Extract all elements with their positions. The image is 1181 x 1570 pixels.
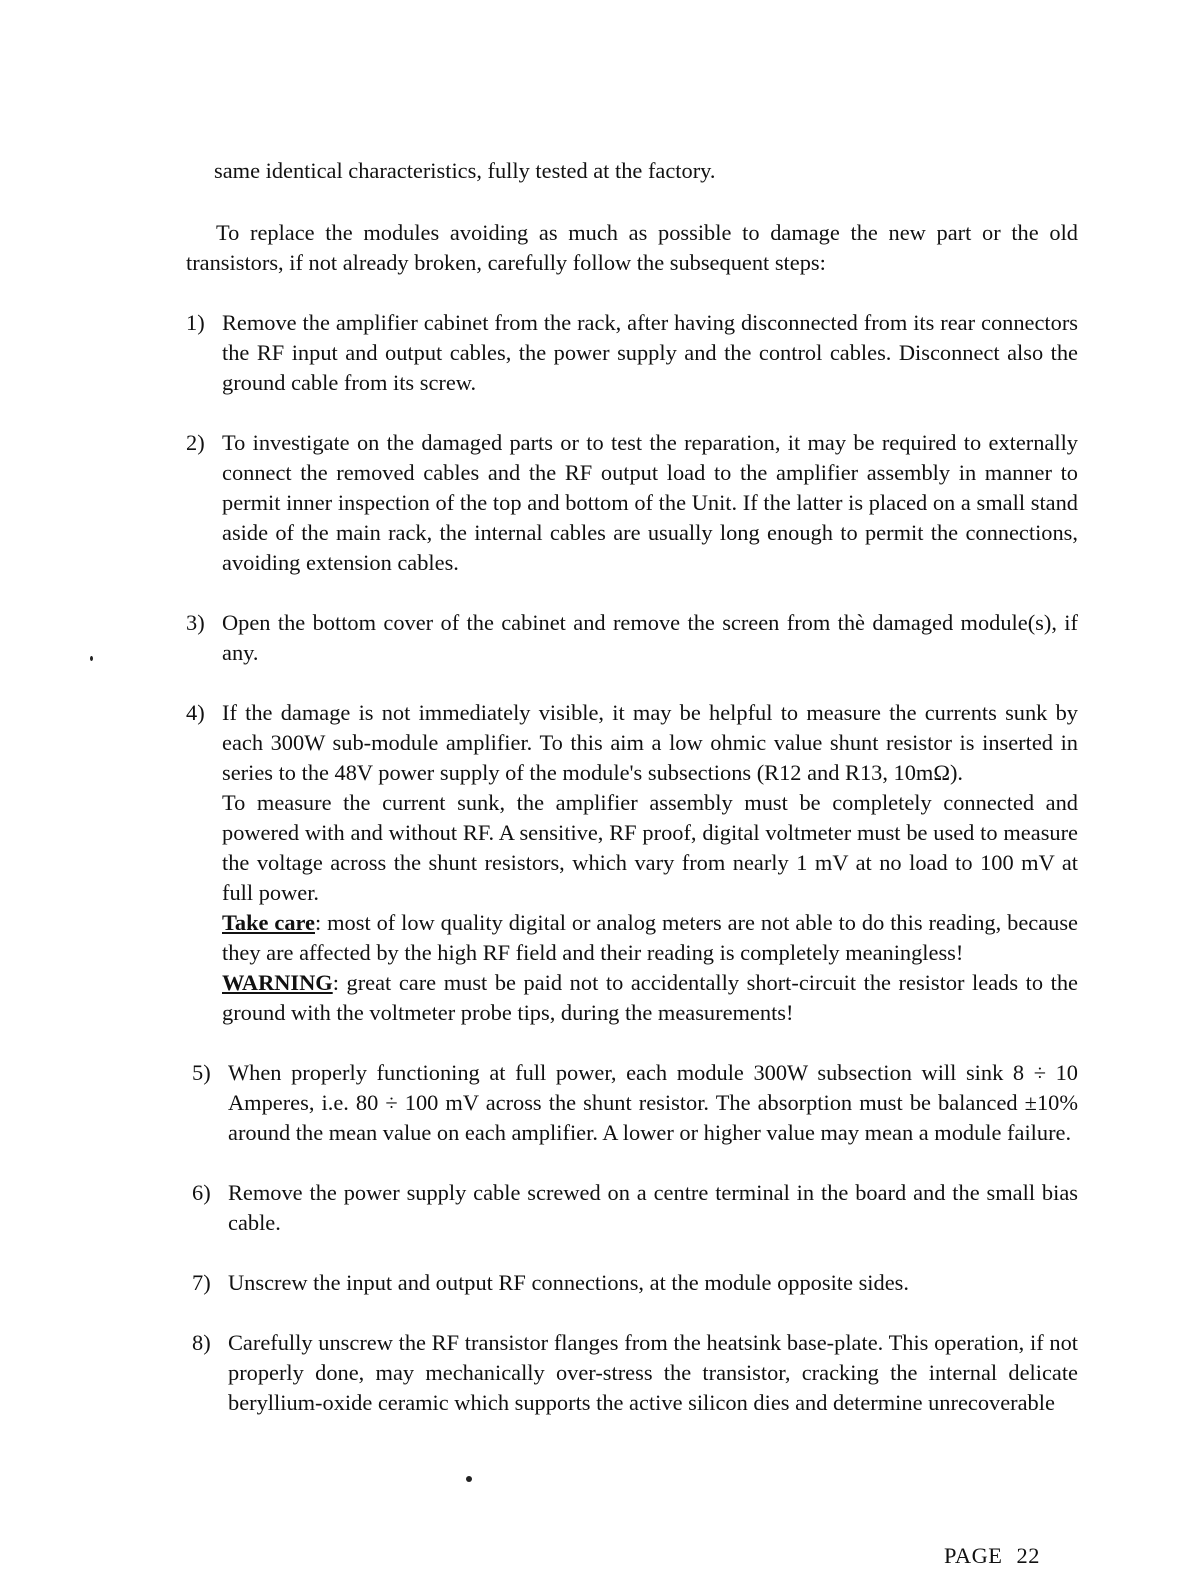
step-text: Remove the power supply cable screwed on a centre terminal in the board and the small bias cable. — [228, 1180, 1078, 1235]
step-number: 1) — [186, 310, 205, 335]
continuation-line: same identical characteristics, fully tested at the factory. — [214, 158, 716, 183]
page-number: 22 — [1016, 1543, 1040, 1568]
step-number: 8) — [192, 1330, 211, 1355]
step-7 — [186, 1268, 1078, 1298]
step-number: 6) — [192, 1180, 211, 1205]
page-footer — [944, 1543, 1040, 1569]
step-number: 3) — [186, 610, 205, 635]
step-5 — [186, 1058, 1078, 1148]
care-label: Take care — [222, 910, 315, 935]
step-text: Unscrew the input and output RF connections, at the module opposite sides. — [228, 1270, 909, 1295]
warning-note — [222, 968, 1078, 1028]
warning-text: : great care must be paid not to accidentally short-circuit the resistor leads to the ground with the voltmeter probe tips, during the measurements! — [222, 970, 1078, 1025]
step-number: 5) — [192, 1060, 211, 1085]
scan-speck — [466, 1476, 472, 1482]
step-1 — [186, 308, 1078, 398]
scan-speck — [90, 656, 93, 661]
step-text: Open the bottom cover of the cabinet and remove the screen from thè damaged module(s), if any. — [222, 610, 1078, 665]
step-text: Carefully unscrew the RF transistor flanges from the heatsink base-plate. This operation, if not properly done, may mechanically over-stress the transistor, cracking the internal delicate beryllium-oxide ceramic which supports the active silicon dies and determine unrecoverable — [228, 1330, 1078, 1415]
warning-label: WARNING — [222, 970, 333, 995]
step-text: Remove the amplifier cabinet from the rack, after having disconnected from its rear connectors the RF input and output cables, the power supply and the control cables. Disconnect also the ground cable from its screw. — [222, 310, 1078, 395]
step-text-measure: If the damage is not immediately visible, it may be helpful to measure the currents sunk by each 300W sub-module amplifier. To this aim a low ohmic value shunt resistor is inserted in series to the 48V power supply of the module's subsections (R12 and R13, 10mΩ). — [222, 700, 1078, 785]
step-text: To investigate on the damaged parts or to test the reparation, it may be required to externally connect the removed cables and the RF output load to the amplifier assembly in manner to permit inner inspection of the top and bottom of the Unit. If the latter is placed on a small stand aside of the main rack, the internal cables are usually long enough to permit the connections, avoiding extension cables. — [222, 430, 1078, 575]
procedure-steps — [186, 308, 1078, 1448]
intro-paragraph: To replace the modules avoiding as much as possible to damage the new part or the old transistors, if not already broken, carefully follow the subsequent steps: — [186, 220, 1078, 275]
step-number: 4) — [186, 700, 205, 725]
step-number: 2) — [186, 430, 205, 455]
step-8 — [186, 1328, 1078, 1418]
step-4 — [186, 698, 1078, 1028]
step-number: 7) — [192, 1270, 211, 1295]
step-6 — [186, 1178, 1078, 1238]
step-3 — [186, 608, 1078, 668]
care-text: : most of low quality digital or analog meters are not able to do this reading, because they are affected by the high RF field and their reading is completely meaningless! — [222, 910, 1078, 965]
page-label: PAGE — [944, 1543, 1003, 1568]
step-2 — [186, 428, 1078, 578]
step-text: When properly functioning at full power, each module 300W subsection will sink 8 ÷ 10 Amperes, i.e. 80 ÷ 100 mV across the shunt resistor. The absorption must be balanced ±10% around the mean value on each amplifier. A lower or higher value may mean a module failure. — [228, 1060, 1078, 1145]
care-note — [222, 908, 1078, 968]
step-text-procedure: To measure the current sunk, the amplifier assembly must be completely connected and powered with and without RF. A sensitive, RF proof, digital voltmeter must be used to measure the voltage across the shunt resistors, which vary from nearly 1 mV at no load to 100 mV at full power. — [222, 790, 1078, 905]
